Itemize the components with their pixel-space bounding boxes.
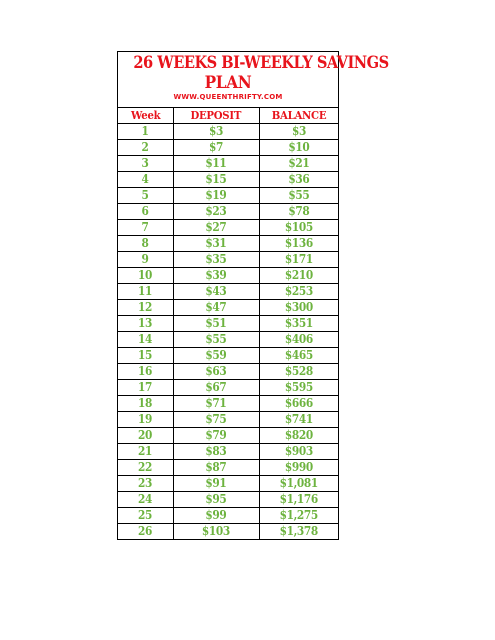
deposit-cell: $27 (173, 220, 259, 236)
balance-cell: $1,275 (259, 508, 338, 524)
balance-cell: $666 (259, 396, 338, 412)
deposit-cell: $63 (173, 364, 259, 380)
balance-cell: $253 (259, 284, 338, 300)
balance-cell: $105 (259, 220, 338, 236)
balance-cell: $528 (259, 364, 338, 380)
table-row (118, 140, 338, 156)
week-cell: 26 (118, 524, 173, 540)
deposit-cell: $47 (173, 300, 259, 316)
week-cell: 4 (118, 172, 173, 188)
balance-cell: $820 (259, 428, 338, 444)
table-row (118, 236, 338, 252)
table-row (118, 412, 338, 428)
week-cell: 9 (118, 252, 173, 268)
balance-cell: $171 (259, 252, 338, 268)
deposit-cell: $71 (173, 396, 259, 412)
deposit-cell: $59 (173, 348, 259, 364)
table-header-row (118, 108, 338, 124)
plan-title: 26 WEEKS BI-WEEKLY SAVINGS (133, 53, 389, 73)
deposit-cell: $91 (173, 476, 259, 492)
deposit-cell: $31 (173, 236, 259, 252)
column-header-deposit: DEPOSIT (173, 108, 259, 124)
balance-cell: $595 (259, 380, 338, 396)
balance-cell: $21 (259, 156, 338, 172)
balance-cell: $1,081 (259, 476, 338, 492)
table-row (118, 156, 338, 172)
week-cell: 18 (118, 396, 173, 412)
column-header-balance: BALANCE (259, 108, 338, 124)
balance-cell: $1,176 (259, 492, 338, 508)
week-cell: 21 (118, 444, 173, 460)
deposit-cell: $3 (173, 124, 259, 140)
week-cell: 12 (118, 300, 173, 316)
week-cell: 11 (118, 284, 173, 300)
balance-cell: $136 (259, 236, 338, 252)
deposit-cell: $23 (173, 204, 259, 220)
balance-cell: $55 (259, 188, 338, 204)
balance-cell: $406 (259, 332, 338, 348)
table-row (118, 476, 338, 492)
balance-cell: $741 (259, 412, 338, 428)
week-cell: 20 (118, 428, 173, 444)
deposit-cell: $11 (173, 156, 259, 172)
week-cell: 6 (118, 204, 173, 220)
balance-cell: $351 (259, 316, 338, 332)
table-row (118, 252, 338, 268)
table-row (118, 300, 338, 316)
week-cell: 22 (118, 460, 173, 476)
table-row (118, 444, 338, 460)
deposit-cell: $43 (173, 284, 259, 300)
week-cell: 10 (118, 268, 173, 284)
deposit-cell: $79 (173, 428, 259, 444)
deposit-cell: $7 (173, 140, 259, 156)
deposit-cell: $19 (173, 188, 259, 204)
balance-cell: $78 (259, 204, 338, 220)
week-cell: 5 (118, 188, 173, 204)
week-cell: 15 (118, 348, 173, 364)
balance-cell: $990 (259, 460, 338, 476)
column-header-week: Week (118, 108, 173, 124)
week-cell: 23 (118, 476, 173, 492)
table-row (118, 268, 338, 284)
table-row (118, 220, 338, 236)
table-row (118, 364, 338, 380)
table-row (118, 492, 338, 508)
week-cell: 17 (118, 380, 173, 396)
balance-cell: $10 (259, 140, 338, 156)
savings-table (118, 108, 338, 539)
deposit-cell: $51 (173, 316, 259, 332)
deposit-cell: $99 (173, 508, 259, 524)
balance-cell: $210 (259, 268, 338, 284)
week-cell: 2 (118, 140, 173, 156)
website-text: WWW.QUEENTHRIFTY.COM (173, 93, 283, 101)
deposit-cell: $15 (173, 172, 259, 188)
deposit-cell: $39 (173, 268, 259, 284)
deposit-cell: $55 (173, 332, 259, 348)
deposit-cell: $95 (173, 492, 259, 508)
plan-title-line2: PLAN (204, 73, 252, 93)
week-cell: 16 (118, 364, 173, 380)
balance-cell: $903 (259, 444, 338, 460)
deposit-cell: $103 (173, 524, 259, 540)
table-row (118, 332, 338, 348)
deposit-cell: $83 (173, 444, 259, 460)
deposit-cell: $67 (173, 380, 259, 396)
week-cell: 19 (118, 412, 173, 428)
table-row (118, 348, 338, 364)
balance-cell: $3 (259, 124, 338, 140)
week-cell: 1 (118, 124, 173, 140)
plan-header (118, 52, 389, 108)
table-row (118, 204, 338, 220)
table-row (118, 380, 338, 396)
balance-cell: $300 (259, 300, 338, 316)
table-row (118, 460, 338, 476)
deposit-cell: $87 (173, 460, 259, 476)
week-cell: 7 (118, 220, 173, 236)
table-row (118, 524, 338, 540)
week-cell: 24 (118, 492, 173, 508)
table-row (118, 396, 338, 412)
week-cell: 8 (118, 236, 173, 252)
table-row (118, 316, 338, 332)
balance-cell: $465 (259, 348, 338, 364)
deposit-cell: $75 (173, 412, 259, 428)
table-row (118, 188, 338, 204)
week-cell: 14 (118, 332, 173, 348)
table-row (118, 172, 338, 188)
table-row (118, 284, 338, 300)
table-row (118, 124, 338, 140)
table-row (118, 508, 338, 524)
week-cell: 3 (118, 156, 173, 172)
balance-cell: $36 (259, 172, 338, 188)
week-cell: 25 (118, 508, 173, 524)
savings-plan-sheet (117, 51, 389, 540)
table-body (118, 124, 338, 540)
balance-cell: $1,378 (279, 524, 318, 538)
table-row (118, 428, 338, 444)
deposit-cell: $35 (173, 252, 259, 268)
week-cell: 13 (118, 316, 173, 332)
